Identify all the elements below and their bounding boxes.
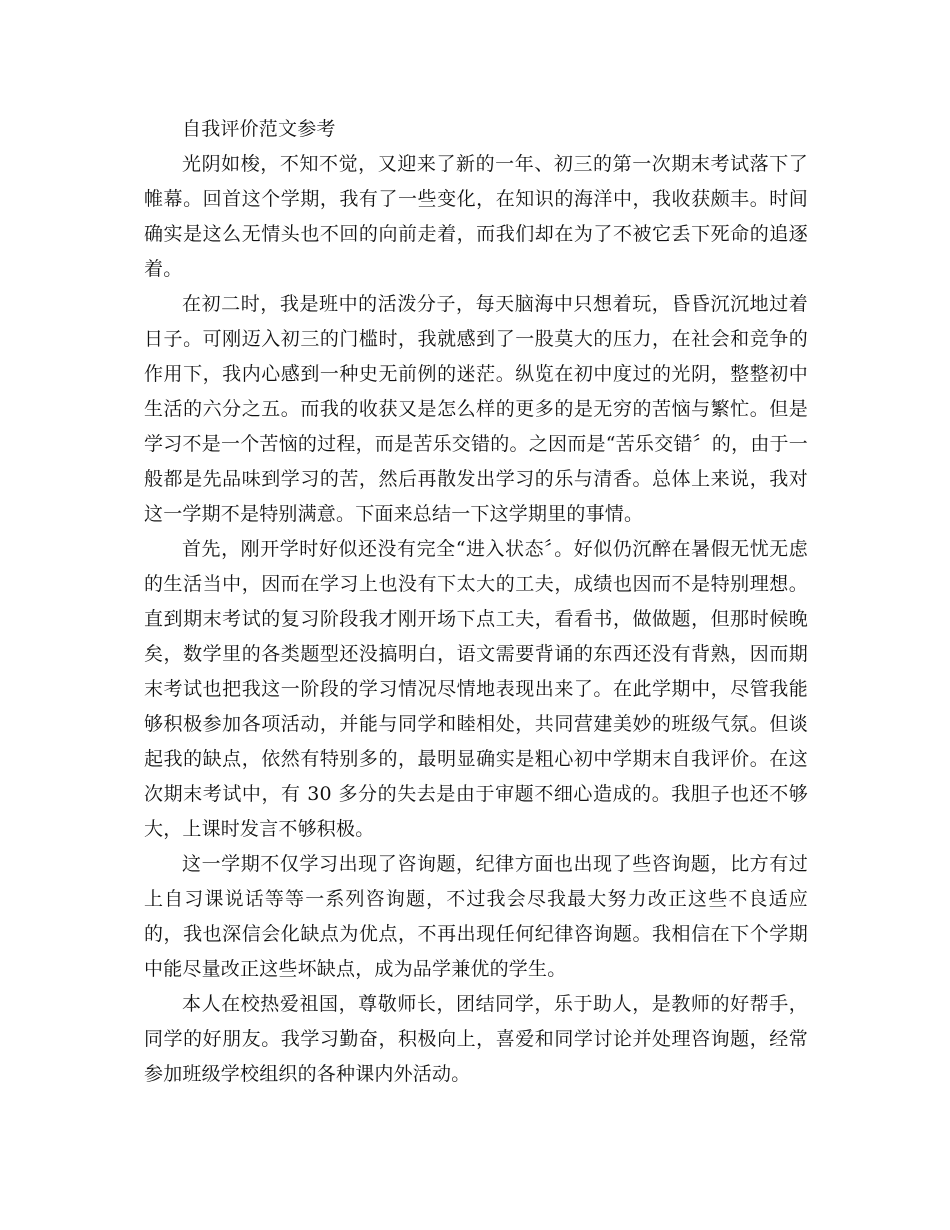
paragraph-4: 这一学期不仅学习出现了咨询题，纪律方面也出现了些咨询题，比方有过上自习课说话等等一系列咨询题，不过我会尽我最大努力改正这些不良适应的，我也深信会化缺点为优点，不再出现任何纪律咨询题。我相信在下个学期中能尽量改正这些坏缺点，成为品学兼优的学生。 [144,853,808,980]
paragraph-3: 首先，刚开学时好似还没有完全“进入状态〞。好似仍沉醉在暑假无忧无虑的生活当中，因而在学习上也没有下太大的工夫，成绩也因而不是特别理想。直到期末考试的复习阶段我才刚开场下点工夫，看看书，做做题，但那时候晚矣，数学里的各类题型还没搞明白，语文需要背诵的东西还没有背熟，因而期末考试也把我这一阶段的学习情况尽情地表现出来了。在此学期中，尽管我能够积极参加各项活动，并能与同学和睦相处，共同营建美妙的班级气氛。但谈起我的缺点，依然有特别多的，最明显确实是粗心初中学期末自我评价。在这次期末考试中，有 30 多分的失去是由于审题不细心造成的。我胆子也还不够大，上课时发言不够积极。 [144,538,808,840]
paragraph-1: 光阴如梭，不知不觉，又迎来了新的一年、初三的第一次期末考试落下了帷幕。回首这个学期，我有了一些变化，在知识的海洋中，我收获颇丰。时间确实是这么无情头也不回的向前走着，而我们却在为了不被它丢下死命的追逐着。 [144,153,808,280]
paragraph-5: 本人在校热爱祖国，尊敬师长，团结同学，乐于助人，是教师的好帮手，同学的好朋友。我学习勤奋，积极向上，喜爱和同学讨论并处理咨询题，经常参加班级学校组织的各种课内外活动。 [144,993,808,1085]
document-title: 自我评价范文参考 [182,118,336,140]
document-body [144,112,808,1092]
paragraph-2: 在初二时，我是班中的活泼分子，每天脑海中只想着玩，昏昏沉沉地过着日子。可刚迈入初三的门槛时，我就感到了一股莫大的压力，在社会和竞争的作用下，我内心感到一种史无前例的迷茫。纵览在初中度过的光阴，整整初中生活的六分之五。而我的收获又是怎么样的更多的是无穷的苦恼与繁忙。但是学习不是一个苦恼的过程，而是苦乐交错的。之因而是“苦乐交错〞的，由于一般都是先品味到学习的苦，然后再散发出学习的乐与清香。总体上来说，我对这一学期不是特别满意。下面来总结一下这学期里的事情。 [144,293,808,525]
